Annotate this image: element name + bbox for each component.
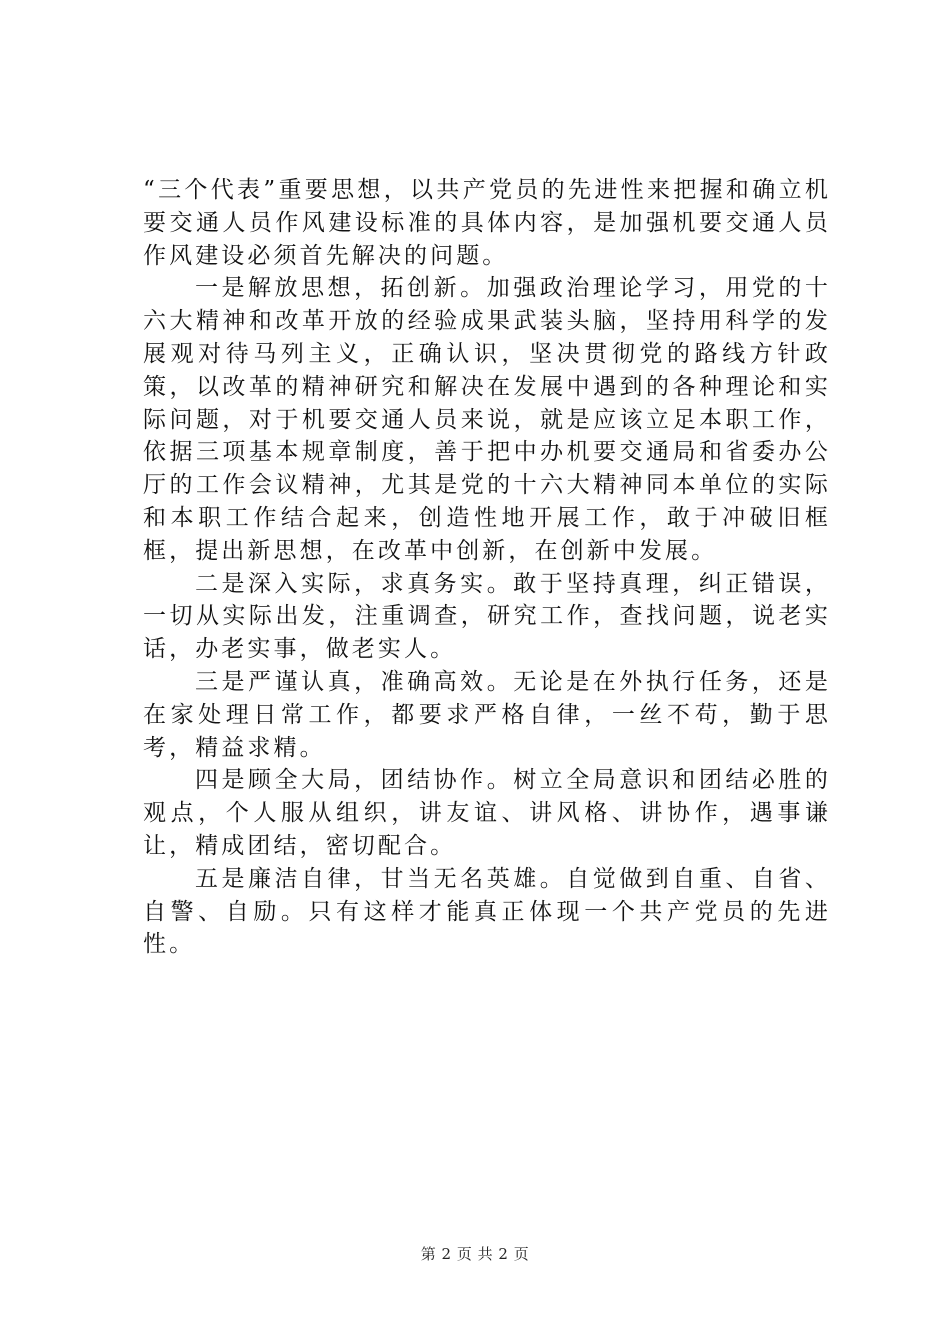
paragraph-point-2: 二是深入实际，求真务实。敢于坚持真理，纠正错误，一切从实际出发，注重调查，研究工作，查找问题，说老实话，办老实事，做老实人。 — [143, 570, 831, 663]
paragraph-point-1: 一是解放思想，拓创新。加强政治理论学习，用党的十六大精神和改革开放的经验成果武装头脑，坚持用科学的发展观对待马列主义，正确认识，坚决贯彻党的路线方针政策，以改革的精神研究和解决在发展中遇到的各种理论和实际问题，对于机要交通人员来说，就是应该立足本职工作，依据三项基本规章制度，善于把中办机要交通局和省委办公厅的工作会议精神，尤其是党的十六大精神同本单位的实际和本职工作结合起来，创造性地开展工作，敢于冲破旧框框，提出新思想，在改革中创新，在创新中发展。 — [143, 275, 831, 564]
page-number-footer: 第 2 页 共 2 页 — [420, 1245, 530, 1263]
paragraph-continuation: “三个代表”重要思想，以共产党员的先进性来把握和确立机要交通人员作风建设标准的具体内容，是加强机要交通人员作风建设必须首先解决的问题。 — [143, 177, 831, 269]
paragraph-point-3: 三是严谨认真，准确高效。无论是在外执行任务，还是在家处理日常工作，都要求严格自律，一丝不苟，勤于思考，精益求精。 — [143, 668, 831, 761]
paragraph-point-4: 四是顾全大局，团结协作。树立全局意识和团结必胜的观点，个人服从组织，讲友谊、讲风格、讲协作，遇事谦让，精成团结，密切配合。 — [143, 767, 831, 859]
document-body — [143, 174, 831, 961]
paragraph-point-5: 五是廉洁自律，甘当无名英雄。自觉做到自重、自省、自警、自励。只有这样才能真正体现一个共产党员的先进性。 — [143, 865, 831, 958]
